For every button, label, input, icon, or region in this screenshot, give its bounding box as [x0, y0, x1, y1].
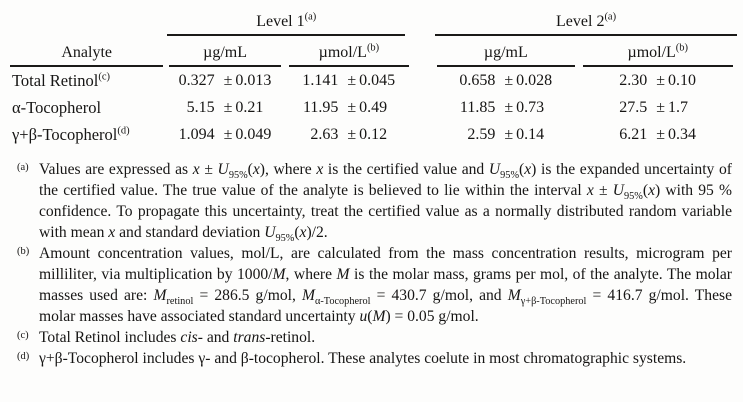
analyte-text: γ+β-Tocopherol [12, 124, 118, 144]
analyte-footnote-marker: (c) [98, 71, 111, 82]
uncertainty-value: 0.34 [668, 125, 697, 143]
plus-minus-sign: ± [223, 98, 233, 116]
level-2-group-header [433, 9, 737, 36]
footnote-b [8, 243, 737, 327]
group-gap-cell [413, 67, 433, 94]
uncertainty-value: 0.045 [359, 71, 396, 89]
plus-minus-sign: ± [347, 125, 357, 143]
uncertainty-value: 0.049 [235, 125, 272, 143]
l1-ugml-label [169, 44, 280, 67]
table-row-gamma-beta-tocopherol [10, 121, 737, 148]
footnote-d-text: γ+β-Tocopherol includes γ- and β-tocopherol. These analytes coelute in most chromatographic systems. [39, 350, 687, 367]
table-row-alpha-tocopherol [10, 94, 737, 121]
plus-minus-sign: ± [223, 125, 233, 143]
certified-value: 2.30 [619, 71, 648, 89]
value-cell [579, 67, 737, 94]
analyte-name [10, 94, 165, 121]
uncertainty-value: 0.73 [516, 98, 545, 116]
plus-minus-sign: ± [504, 98, 514, 116]
analyte-name [10, 67, 165, 94]
value-cell [165, 121, 284, 148]
uncertainty-value: 0.49 [359, 98, 388, 116]
analyte-footnote-marker: (d) [117, 125, 130, 136]
analyte-name [10, 121, 165, 148]
l2-umoll-label [583, 44, 733, 67]
uncertainty-value: 0.013 [235, 71, 272, 89]
spanner-empty-cell [10, 9, 165, 36]
certified-value: 2.59 [467, 125, 496, 143]
level-2-footnote-marker: (a) [604, 11, 617, 23]
certified-value: 1.141 [302, 71, 339, 89]
certified-value: 6.21 [619, 125, 648, 143]
group-gap-cell [413, 9, 433, 36]
group-gap-cell [413, 94, 433, 121]
level-1-text: Level 1 [256, 13, 305, 30]
l2-umoll-text: µmol/L [627, 44, 676, 61]
table-row-total-retinol [10, 67, 737, 94]
uncertainty-value: 0.10 [668, 71, 697, 89]
certified-value: 0.658 [459, 71, 496, 89]
value-cell [285, 67, 413, 94]
certified-value: 2.63 [310, 125, 339, 143]
value-cell [579, 94, 737, 121]
footnote-a-marker: (a) [17, 162, 29, 173]
footnote-c-marker: (c) [17, 330, 29, 341]
certified-value: 0.327 [178, 71, 215, 89]
footnote-a [8, 159, 737, 243]
analyte-column-header [10, 36, 165, 67]
uncertainty-value: 0.028 [516, 71, 553, 89]
plus-minus-sign: ± [504, 71, 514, 89]
plus-minus-sign: ± [347, 98, 357, 116]
level-spanner-row [10, 9, 737, 36]
level-1-footnote-marker: (a) [304, 11, 317, 23]
footnotes-section [8, 159, 737, 369]
value-cell [433, 94, 578, 121]
certified-value: 27.5 [619, 98, 648, 116]
certified-value: 1.094 [178, 125, 215, 143]
value-cell [285, 94, 413, 121]
level-2-label [435, 13, 737, 36]
plus-minus-sign: ± [347, 71, 357, 89]
plus-minus-sign: ± [504, 125, 514, 143]
certified-value: 11.95 [302, 98, 339, 116]
group-gap-cell [413, 121, 433, 148]
level-1-label [167, 13, 405, 36]
value-cell [165, 94, 284, 121]
l2-ugml-label [437, 44, 574, 67]
l1-umoll-label [289, 44, 409, 67]
footnote-a-text: Values are expressed as $x \pm U_{95\%}(x)$, where x is the certified value and $U_{95\%}(x)$ is the expanded uncertainty of the certified value. The true value of the analyte is believed to lie within the interval $x \pm U_{95\%}(x)$ with 95 % confidence. To propagate this uncertainty, treat the certified value as a normally distributed random variable with mean x and standard deviation $U_{95\%}(x)/2$. [39, 161, 732, 245]
footnote-b-text: Amount concentration values, mol/L, are calculated from the mass concentration results, microgram per milliliter, via multiplication by 1000/M, where M is the molar mass, grams per mol, of the analyte. The molar masses used are: $M_{retinol} = 286.5$ g/mol, $M_{\alpha-Tocopherol} = 430.7$ g/mol, and $M_{\gamma+\beta-Tocopherol} = 416.7$ g/mol. These molar masses have associated standard uncertainty u(M) = 0.05 g/mol. [39, 245, 733, 325]
footnote-c [8, 327, 737, 348]
analyte-text: α-Tocopherol [12, 97, 102, 117]
value-cell [433, 67, 578, 94]
l1-umoll-column-header [285, 36, 413, 67]
level-1-group-header [165, 9, 413, 36]
certified-value: 5.15 [186, 98, 215, 116]
group-gap-cell [413, 36, 433, 67]
l2-umoll-marker: (b) [675, 42, 689, 54]
footnote-d [8, 348, 737, 369]
l1-ugml-column-header [165, 36, 284, 67]
uncertainty-value: 0.21 [235, 98, 264, 116]
value-cell [433, 121, 578, 148]
plus-minus-sign: ± [656, 71, 666, 89]
plus-minus-sign: ± [656, 125, 666, 143]
l1-ugml-text: µg/mL [203, 44, 247, 61]
footnote-d-marker: (d) [17, 351, 30, 362]
footnote-b-marker: (b) [17, 246, 30, 257]
value-cell [285, 121, 413, 148]
uncertainty-value: 1.7 [668, 98, 689, 116]
level-2-text: Level 2 [556, 13, 605, 30]
uncertainty-value: 0.12 [359, 125, 388, 143]
value-cell [579, 121, 737, 148]
l1-umoll-marker: (b) [366, 42, 380, 54]
analyte-results-table [10, 9, 737, 148]
plus-minus-sign: ± [223, 71, 233, 89]
l2-ugml-column-header [433, 36, 578, 67]
plus-minus-sign: ± [656, 98, 666, 116]
footnote-c-text: Total Retinol includes cis- and trans-retinol. [39, 329, 316, 346]
uncertainty-value: 0.14 [516, 125, 545, 143]
analyte-header-label: Analyte [10, 44, 163, 67]
l1-umoll-text: µmol/L [318, 44, 367, 61]
value-cell [165, 67, 284, 94]
analyte-text: Total Retinol [12, 70, 99, 90]
certified-value: 11.85 [459, 98, 496, 116]
column-header-row [10, 36, 737, 67]
l2-umoll-column-header [579, 36, 737, 67]
l2-ugml-text: µg/mL [483, 44, 528, 61]
